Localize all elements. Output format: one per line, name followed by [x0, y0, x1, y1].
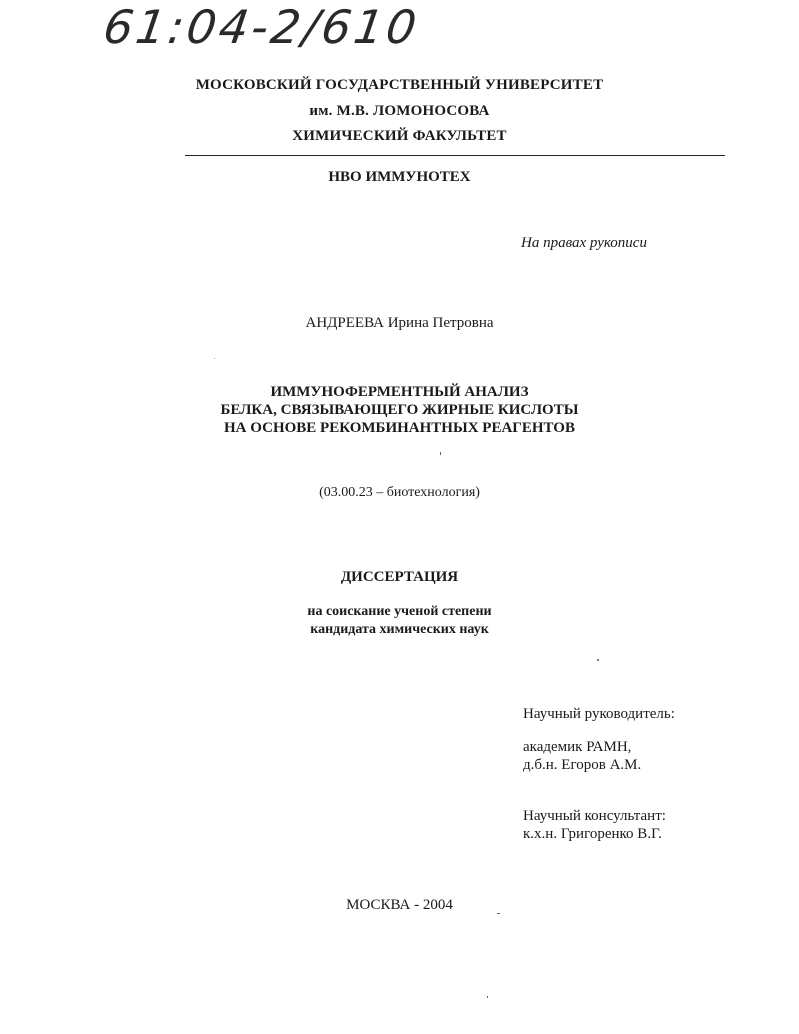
place-and-year: МОСКВА - 2004 — [346, 897, 453, 913]
supervisor-label: Научный руководитель: — [523, 706, 675, 722]
archive-number-handwritten: 61:04-2/610 — [100, 0, 423, 54]
title-line-2: БЕЛКА, СВЯЗЫВАЮЩЕГО ЖИРНЫЕ КИСЛОТЫ — [220, 402, 579, 418]
scan-speck — [597, 659, 599, 661]
specialty-code: (03.00.23 – биотехнология) — [319, 485, 480, 500]
supervisor-title: академик РАМН, — [523, 739, 632, 755]
title-line-3: НА ОСНОВЕ РЕКОМБИНАНТНЫХ РЕАГЕНТОВ — [224, 420, 575, 436]
consultant-name: к.х.н. Григоренко В.Г. — [523, 826, 662, 842]
consultant-label: Научный консультант: — [523, 808, 666, 824]
title-line-1: ИММУНОФЕРМЕНТНЫЙ АНАЛИЗ — [270, 384, 529, 400]
university-name-suffix: им. М.В. ЛОМОНОСОВА — [309, 103, 490, 119]
supervisor-name: д.б.н. Егоров А.М. — [523, 757, 642, 773]
document-type: ДИССЕРТАЦИЯ — [340, 569, 459, 585]
degree-line-2: кандидата химических наук — [310, 622, 489, 637]
organization-name: НВО ИММУНОТЕХ — [328, 169, 471, 185]
degree-statement — [0, 603, 799, 639]
degree-line-1: на соискание ученой степени — [307, 604, 492, 619]
manuscript-rights-note: На правах рукописи — [521, 235, 647, 251]
scan-speck — [214, 358, 215, 359]
university-name: МОСКОВСКИЙ ГОСУДАРСТВЕННЫЙ УНИВЕРСИТЕТ — [195, 77, 604, 93]
scan-speck — [497, 913, 500, 914]
faculty-name: ХИМИЧЕСКИЙ ФАКУЛЬТЕТ — [292, 128, 507, 144]
scan-speck — [487, 996, 488, 998]
dissertation-title — [0, 383, 799, 437]
header-divider — [185, 155, 725, 156]
scan-speck — [440, 452, 441, 455]
author-name: АНДРЕЕВА Ирина Петровна — [305, 315, 494, 331]
